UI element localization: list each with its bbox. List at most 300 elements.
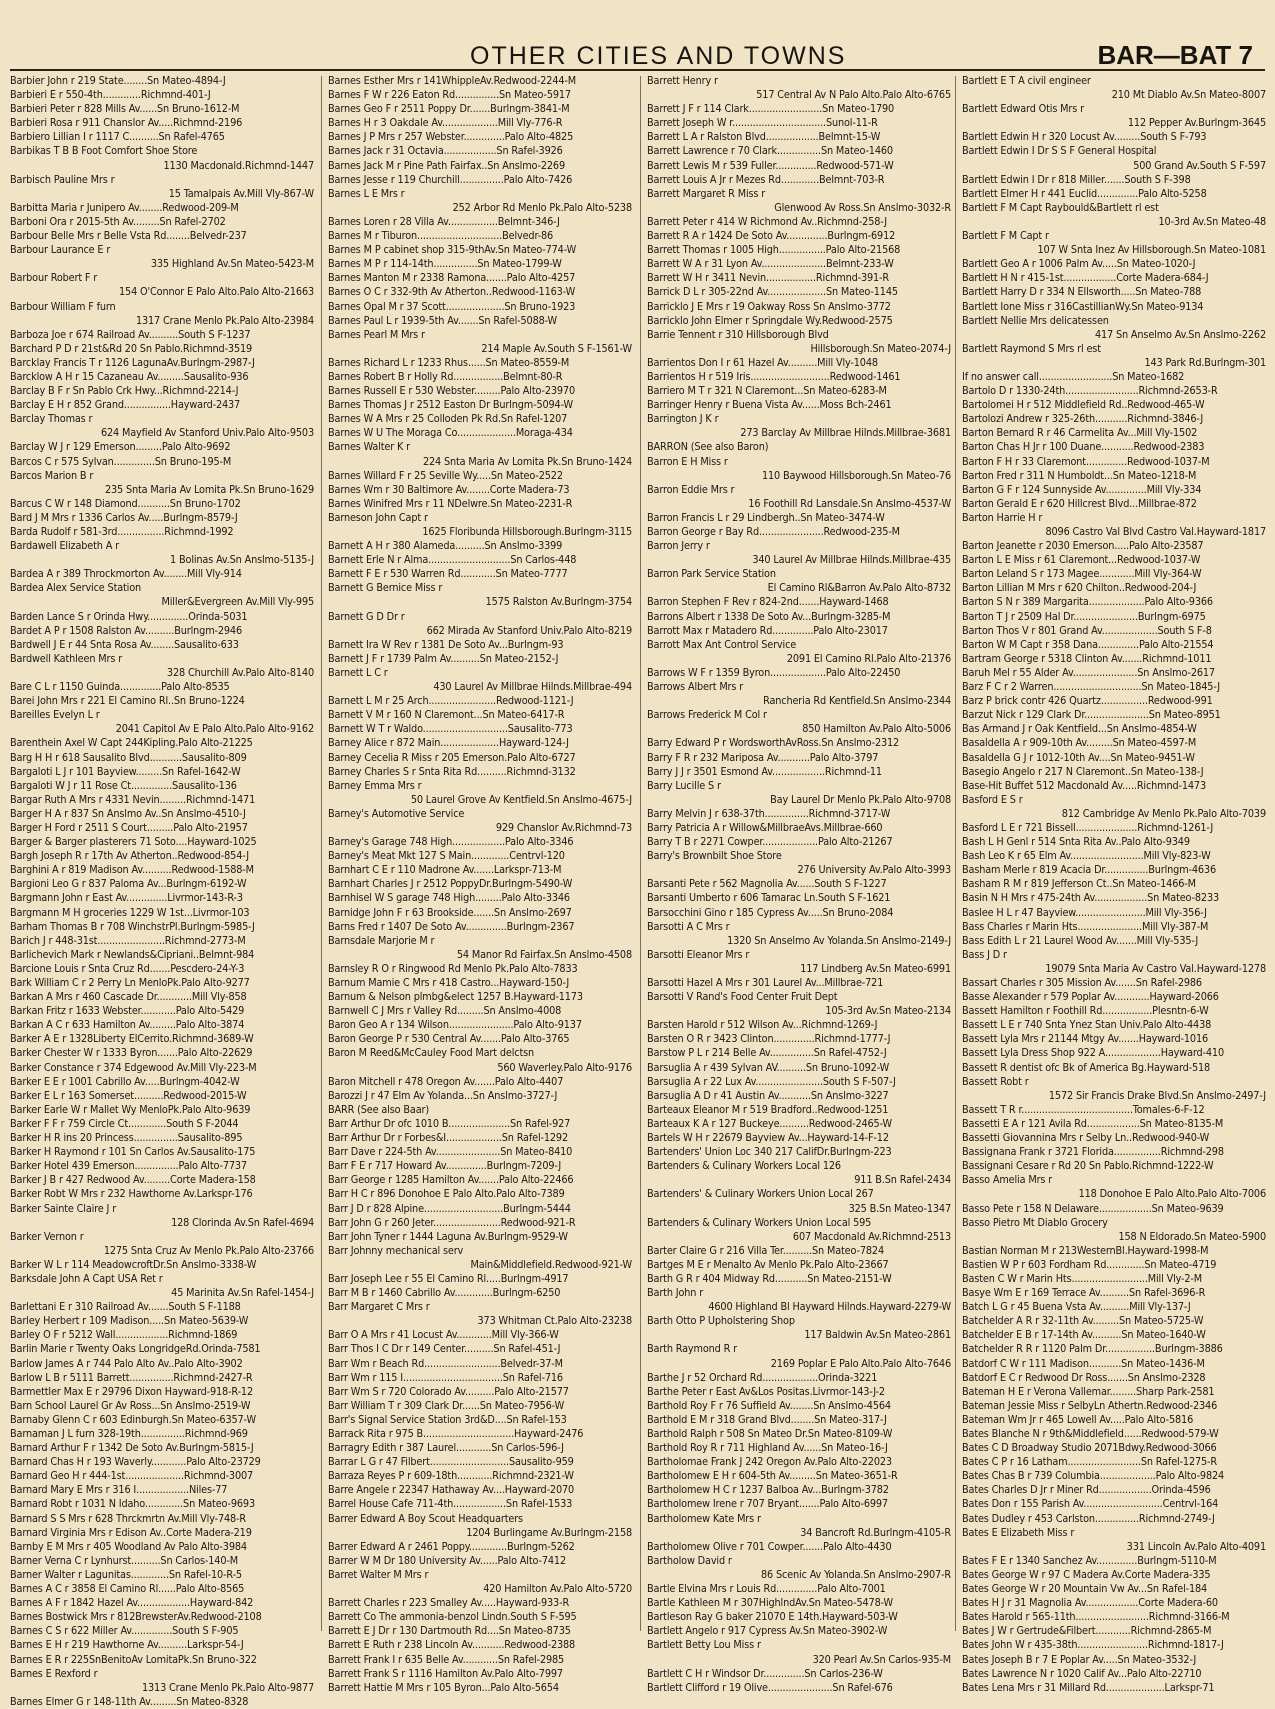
listing-line: Base-Hit Buffet 512 Macdonald Av.....Richmnd-1473 bbox=[962, 778, 1206, 792]
listing-line: Barn School Laurel Gr Av Ross...Sn Anslmo-2519-W bbox=[10, 1398, 251, 1412]
listing-line: Bartlett Edward Otis Mrs r bbox=[962, 102, 1084, 116]
listing-line: Barre Angele r 22347 Hathaway Av....Hayward-2070 bbox=[328, 1483, 575, 1497]
listing-line: Barrick D L r 305-22nd Av....................Sn Mateo-1145 bbox=[647, 285, 898, 299]
listing-line: Barnaman J L furn 328-19th...............Richmnd-969 bbox=[10, 1427, 248, 1440]
listing-line: Baruh Mel r 55 Alder Av......................Sn Anslmo-2617 bbox=[962, 665, 1215, 679]
listing-line: Barlin Marie r Twenty Oaks LongridgeRd.Orinda-7581 bbox=[10, 1342, 261, 1356]
listing-line: Barnes W U The Moraga Co....................Moraga-434 bbox=[328, 426, 573, 440]
header-rule bbox=[10, 69, 1265, 71]
listing-line: Bas Armand J r Oak Kentfield...Sn Anslmo-4854-W bbox=[962, 722, 1197, 736]
listing-line: Barker J B r 427 Redwood Av.........Corte Madera-158 bbox=[10, 1173, 256, 1187]
listing-line: Basin N H Mrs r 475-24th Av..................Sn Mateo-8233 bbox=[962, 891, 1220, 905]
listing-line: Bargh Joseph R r 17th Av Atherton..Redwood-854-J bbox=[10, 849, 249, 863]
listing-line: Barboni Ora r 2015-5th Av.........Sn Rafel-2702 bbox=[10, 214, 226, 228]
listing-line: Bates Dudley r 453 Carlston...............Richmnd-2749-J bbox=[962, 1511, 1215, 1525]
listing-line: Barmettler Max E r 29796 Dixon Hayward-918-R-12 bbox=[10, 1384, 253, 1398]
listing-line: 420 Hamilton Av.Palo Alto-5720 bbox=[483, 1582, 632, 1596]
listing-line: Bassetti E A r 121 Avila Rd..................Sn Mateo-8135-M bbox=[962, 1116, 1224, 1130]
listing-line: Barney Cecelia R Miss r 205 Emerson.Palo Alto-6727 bbox=[328, 750, 576, 764]
listing-line: Barbieri E r 550-4th.............Richmnd-401-J bbox=[10, 88, 211, 102]
listing-line: Barr F E r 717 Howard Av..............Burlngm-7209-J bbox=[328, 1159, 562, 1173]
listing-line: Bates Chas B r 739 Columbia...................Palo Alto-9824 bbox=[962, 1469, 1225, 1483]
listing-line: 1 Bolinas Av.Sn Anslmo-5135-J bbox=[170, 553, 314, 567]
listing-line: Barr John G r 260 Jeter.......................Redwood-921-R bbox=[328, 1215, 576, 1229]
listing-line: Bassett L E r 740 Snta Ynez Stan Univ.Palo Alto-4438 bbox=[962, 1018, 1212, 1032]
listing-line: 154 O'Connor E Palo Alto.Palo Alto-21663 bbox=[119, 285, 314, 299]
listing-line: Basye Wm E r 169 Terrace Av..........Sn Rafel-3696-R bbox=[962, 1286, 1206, 1300]
listing-line: Bassart Charles r 305 Mission Av.......Sn Rafel-2986 bbox=[962, 976, 1202, 989]
listing-line: Bartlett F M Capt Raybould&Bartlett rl est bbox=[962, 200, 1159, 214]
listing-line: Bass Charles r Marin Hts......................Mill Vly-387-M bbox=[962, 919, 1209, 933]
listing-line: Bates George W r 97 C Madera Av.Corte Madera-335 bbox=[962, 1567, 1211, 1581]
listing-line: Bartlett Angelo r 917 Cypress Av.Sn Mateo-3902-W bbox=[647, 1624, 888, 1638]
listing-line: 112 Pepper Av.Burlngm-3645 bbox=[1127, 116, 1266, 130]
listing-line: Bay Laurel Dr Menlo Pk.Palo Alto-9708 bbox=[770, 792, 951, 806]
listing-line: Bates George W r 20 Mountain Vw Av...Sn Rafel-184 bbox=[962, 1582, 1208, 1596]
listing-line: 373 Whitman Ct.Palo Alto-23238 bbox=[477, 1314, 632, 1328]
listing-line: Bartenders' & Culinary Workers Union Local 267 bbox=[647, 1187, 874, 1201]
listing-line: Barragry Edith r 387 Laurel............Sn Carlos-596-J bbox=[328, 1441, 564, 1455]
listing-line: Barnett F E r 530 Warren Rd............Sn Mateo-7777 bbox=[328, 567, 568, 581]
listing-line: Bassett Lyla Mrs r 21144 Mtgy Av.......Hayward-1016 bbox=[962, 1032, 1209, 1046]
listing-line: Bates Joseph B r 7 E Poplar Av.....Sn Mateo-3532-J bbox=[962, 1652, 1197, 1666]
listing-line: Barsocchini Gino r 185 Cypress Av.....Sn Bruno-2084 bbox=[647, 905, 894, 919]
column-divider bbox=[955, 76, 956, 1631]
listing-line: Batch L G r 45 Buena Vsta Av..........Mill Vly-137-J bbox=[962, 1300, 1191, 1314]
listing-line: 430 Laurel Av Millbrae Hilnds.Millbrae-494 bbox=[433, 680, 632, 694]
listing-line: Bardea A r 389 Throckmorton Av........Mill Vly-914 bbox=[10, 567, 242, 581]
listing-line: Barton Jeanette r 2030 Emerson.....Palo Alto-23587 bbox=[962, 539, 1204, 553]
listing-line: Bartlett Nellie Mrs delicatessen bbox=[962, 313, 1109, 327]
listing-line: Batchelder A R r 32-11th Av.........Sn Mateo-5725-W bbox=[962, 1314, 1204, 1328]
listing-line: 850 Hamilton Av.Palo Alto-5006 bbox=[802, 722, 951, 736]
listing-line: Barnett Erle N r Alma............................Sn Carlos-448 bbox=[328, 553, 577, 567]
listing-line: Barlow James A r 744 Palo Alto Av..Palo Alto-3902 bbox=[10, 1356, 243, 1370]
listing-line: Barton Gerald E r 620 Hillcrest Blvd...Millbrae-872 bbox=[962, 496, 1197, 510]
listing-line: Bardet A P r 1508 Ralston Av..........Burlngm-2946 bbox=[10, 623, 242, 637]
listing-line: Barham Thomas B r 708 WinchstrPl.Burlngm-5985-J bbox=[10, 919, 255, 933]
listing-line: Barich J r 448-31st.......................Richmnd-2773-M bbox=[10, 933, 246, 947]
listing-line: Basaldella G J r 1012-10th Av....Sn Mateo-9451-W bbox=[962, 750, 1195, 764]
listing-line: 340 Laurel Av Millbrae Hilnds.Millbrae-435 bbox=[752, 553, 951, 567]
listing-line: 1625 Floribunda Hillsborough.Burlngm-3115 bbox=[422, 525, 632, 538]
listing-line: Barkan Fritz r 1633 Webster............Palo Alto-5429 bbox=[10, 1004, 245, 1018]
listing-line: Barrack Rita r 975 B...............................Hayward-2476 bbox=[328, 1427, 584, 1440]
listing-line: Bartholomew H C r 1237 Balboa Av...Burlngm-3782 bbox=[647, 1483, 889, 1497]
listing-line: Barzut Nick r 129 Clark Dr......................Sn Mateo-8951 bbox=[962, 708, 1221, 722]
listing-line: Barbour Laurance E r bbox=[10, 243, 111, 257]
listing-line: Barnes Willard F r 25 Seville Wy.....Sn Mateo-2522 bbox=[328, 468, 563, 482]
listing-line: 500 Grand Av.South S F-597 bbox=[1133, 158, 1266, 172]
listing-line: 1204 Burlingame Av.Burlngm-2158 bbox=[466, 1525, 632, 1539]
listing-line: 10-3rd Av.Sn Mateo-48 bbox=[1158, 214, 1266, 228]
listing-line: Barnes Wm r 30 Baltimore Av........Corte Madera-73 bbox=[328, 482, 570, 496]
listing-line: 110 Baywood Hillsborough.Sn Mateo-76 bbox=[761, 468, 951, 482]
directory-column-3 bbox=[647, 74, 951, 1695]
listing-line: 54 Manor Rd Fairfax.Sn Anslmo-4508 bbox=[456, 947, 632, 961]
listing-line: Barnes M P r 114-14th...............Sn Mateo-1799-W bbox=[328, 257, 562, 271]
listing-line: Bass J D r bbox=[962, 947, 1007, 961]
listing-line: 911 B.Sn Rafel-2434 bbox=[854, 1173, 951, 1187]
listing-line: Basso Amelia Mrs r bbox=[962, 1173, 1053, 1187]
listing-line: Barry's Brownbilt Shoe Store bbox=[647, 849, 782, 863]
listing-line: Barozzi J r 47 Elm Av Yolanda...Sn Anslmo-3727-J bbox=[328, 1088, 558, 1102]
listing-line: Barney Charles S r Snta Rita Rd..........Richmnd-3132 bbox=[328, 764, 576, 778]
listing-line: 15 Tamalpais Av.Mill Vly-867-W bbox=[168, 186, 314, 200]
listing-line: Barsotti Hazel A Mrs r 301 Laurel Av...Millbrae-721 bbox=[647, 976, 884, 989]
listing-line: Barnsley R O r Ringwood Rd Menlo Pk.Palo Alto-7833 bbox=[328, 961, 578, 975]
listing-line: Barbour Robert F r bbox=[10, 271, 98, 285]
listing-line: Barner Verna C r Lynhurst..........Sn Carlos-140-M bbox=[10, 1553, 238, 1567]
listing-line: Bareilles Evelyn L r bbox=[10, 708, 100, 722]
listing-line: Barr William T r 309 Clark Dr......Sn Mateo-7956-W bbox=[328, 1398, 565, 1412]
listing-line: Barrer Edward A Boy Scout Headquarters bbox=[328, 1511, 523, 1525]
listing-line: Barsotti V Rand's Food Center Fruit Dept bbox=[647, 990, 838, 1004]
listing-line: Barr O A Mrs r 41 Locust Av............Mill Vly-366-W bbox=[328, 1328, 559, 1342]
listing-line: Bateman Wm Jr r 465 Lowell Av.....Palo Alto-5816 bbox=[962, 1412, 1194, 1426]
listing-line: Baron Geo A r 134 Wilson......................Palo Alto-9137 bbox=[328, 1018, 582, 1032]
listing-line: Basham R M r 819 Jefferson Ct..Sn Mateo-1466-M bbox=[962, 877, 1196, 891]
listing-line: Barnes Elmer G r 148-11th Av.........Sn Mateo-8328 bbox=[10, 1694, 249, 1708]
listing-line: Barnett G D Dr r bbox=[328, 609, 405, 623]
listing-line: Barrott Max Ant Control Service bbox=[647, 637, 797, 651]
listing-line: Barthe Peter r East Av&Los Positas.Livrmor-143-J-2 bbox=[647, 1384, 885, 1398]
listing-line: Barrows Albert Mrs r bbox=[647, 680, 744, 694]
listing-line: Barley Herbert r 109 Madison.....Sn Mateo-5639-W bbox=[10, 1314, 249, 1328]
listing-line: Barcione Louis r Snta Cruz Rd.......Pescdero-24-Y-3 bbox=[10, 961, 245, 975]
listing-line: Barger H A r 837 Sn Anslmo Av..Sn Anslmo-4510-J bbox=[10, 806, 246, 820]
listing-line: Barz P brick contr 426 Quartz................Redwood-991 bbox=[962, 694, 1213, 708]
listing-line: Barbier John r 219 State........Sn Mateo-4894-J bbox=[10, 74, 226, 87]
listing-line: Barthold Roy R r 711 Highland Av......Sn Mateo-16-J bbox=[647, 1441, 888, 1455]
listing-line: Barnes Thomas J r 2512 Easton Dr Burlngm-5094-W bbox=[328, 398, 573, 412]
listing-line: Barcklow A H r 15 Cazaneau Av.........Sausalito-936 bbox=[10, 369, 249, 383]
listing-line: Barrows W F r 1359 Byron...................Palo Alto-22450 bbox=[647, 665, 901, 679]
listing-line: Baron George P r 530 Central Av.......Palo Alto-3765 bbox=[328, 1032, 570, 1046]
listing-line: Barthe J r 52 Orchard Rd...................Orinda-3221 bbox=[647, 1370, 878, 1384]
listing-line: Barton T J r 2509 Hal Dr......................Burlngm-6975 bbox=[962, 609, 1206, 623]
listing-line: Barr Wm S r 720 Colorado Av..........Palo Alto-21577 bbox=[328, 1384, 569, 1398]
listing-line: Barton Leland S r 173 Magee............Mill Vly-364-W bbox=[962, 567, 1202, 581]
listing-line: Barth Raymond R r bbox=[647, 1342, 737, 1356]
listing-line: Barbour William F furn bbox=[10, 299, 116, 313]
listing-line: Barcos Marion B r bbox=[10, 468, 94, 482]
listing-line: Bartlett Ione Miss r 316CastillianWy.Sn Mateo-9134 bbox=[962, 299, 1204, 313]
listing-line: Barrett Lewis M r 539 Fuller..............Redwood-571-W bbox=[647, 158, 894, 172]
listing-line: Bartle Elvina Mrs r Louis Rd..............Palo Alto-7001 bbox=[647, 1582, 886, 1596]
listing-line: Bassignani Cesare r Rd 20 Sn Pablo.Richmnd-1222-W bbox=[962, 1159, 1214, 1173]
listing-line: 335 Highland Av.Sn Mateo-5423-M bbox=[150, 257, 314, 271]
listing-line: Batchelder E B r 17-14th Av..........Sn Mateo-1640-W bbox=[962, 1328, 1206, 1342]
listing-line: Bateman H E r Verona Vallemar.........Sharp Park-2581 bbox=[962, 1384, 1215, 1398]
listing-line: Barrett Frank I r 635 Belle Av............Sn Rafel-2985 bbox=[328, 1652, 565, 1666]
listing-line: Barsotti A C Mrs r bbox=[647, 919, 730, 933]
listing-line: Barker H Raymond r 101 Sn Carlos Av.Sausalito-175 bbox=[10, 1145, 256, 1159]
listing-line: Barnard S S Mrs r 628 Thrckmrtn Av.Mill Vly-748-R bbox=[10, 1511, 247, 1525]
listing-line: Barnett L C r bbox=[328, 665, 388, 679]
listing-line: Bartlett Edwin I Dr S S F General Hospital bbox=[962, 144, 1157, 158]
listing-line: Barnes Opal M r 37 Scott....................Sn Bruno-1923 bbox=[328, 299, 576, 313]
listing-line: Barnum Mamie C Mrs r 418 Castro...Hayward-150-J bbox=[328, 976, 570, 989]
listing-line: Barriero M T r 321 N Claremont...Sn Mateo-6283-M bbox=[647, 384, 887, 398]
listing-line: Barr John Tyner r 1444 Laguna Av.Burlngm-9529-W bbox=[328, 1229, 568, 1243]
listing-line: Barth John r bbox=[647, 1286, 704, 1300]
listing-line: Bartels W H r 22679 Bayview Av...Hayward-14-F-12 bbox=[647, 1131, 889, 1145]
listing-line: Barney Alice r 872 Main....................Hayward-124-J bbox=[328, 736, 569, 750]
listing-line: Barton Bernard R r 46 Carmelita Av...Mill Vly-1502 bbox=[962, 426, 1198, 440]
listing-line: Barbiero Lillian I r 1117 C..........Sn Rafel-4765 bbox=[10, 130, 225, 144]
listing-line: Basford L E r 721 Bissell.....................Richmnd-1261-J bbox=[962, 820, 1214, 834]
listing-line: Barnes Jack r 31 Octavia..................Sn Rafel-3926 bbox=[328, 144, 563, 158]
listing-line: Basten C W r Marin Hts..........................Mill Vly-2-M bbox=[962, 1271, 1202, 1285]
listing-line: Barron Francis L r 29 Lindbergh..Sn Mateo-3474-W bbox=[647, 510, 885, 524]
listing-line: Barricklo John Elmer r Springdale Wy.Redwood-2575 bbox=[647, 313, 893, 327]
listing-line: 1130 Macdonald.Richmnd-1447 bbox=[163, 158, 314, 172]
listing-line: Barrer Edward A r 2461 Poppy.............Burlngm-5262 bbox=[328, 1539, 575, 1553]
listing-line: Barley O F r 5212 Wall..................Richmnd-1869 bbox=[10, 1328, 238, 1342]
listing-line: Barnes A F r 1842 Hazel Av..................Hayward-842 bbox=[10, 1596, 254, 1610]
listing-line: 1275 Snta Cruz Av Menlo Pk.Palo Alto-23766 bbox=[103, 1243, 314, 1257]
listing-line: Barbieri Rosa r 911 Chanslor Av.....Richmnd-2196 bbox=[10, 116, 243, 130]
listing-line: Barrott Max r Matadero Rd..............Palo Alto-23017 bbox=[647, 623, 888, 637]
listing-line: 16 Foothill Rd Lansdale.Sn Anslmo-4537-W bbox=[748, 496, 951, 510]
listing-line: Barton Chas H Jr r 100 Duane...........Redwood-2383 bbox=[962, 440, 1205, 454]
listing-line: Barnaby Glenn C r 603 Edinburgh.Sn Mateo-6357-W bbox=[10, 1412, 256, 1426]
listing-line: Barrett Margaret R Miss r bbox=[647, 186, 766, 200]
listing-line: Barton Fred r 311 N Humboldt...Sn Mateo-1218-M bbox=[962, 468, 1197, 482]
listing-line: Barrett Henry r bbox=[647, 74, 718, 87]
page-title: OTHER CITIES AND TOWNS bbox=[470, 42, 847, 70]
listing-line: 607 Macdonald Av.Richmnd-2513 bbox=[792, 1229, 951, 1243]
listing-line: 417 Sn Anselmo Av.Sn Anslmo-2262 bbox=[1094, 327, 1266, 341]
listing-line: Barrows Frederick M Col r bbox=[647, 708, 767, 722]
listing-line: Barlichevich Mark r Newlands&Cipriani..Belmnt-984 bbox=[10, 947, 255, 961]
listing-line: Bates C D Broadway Studio 2071Bdwy.Redwood-3066 bbox=[962, 1441, 1217, 1455]
listing-line: Batdorf E C r Redwood Dr Ross.......Sn Anslmo-2328 bbox=[962, 1370, 1206, 1384]
listing-line: 4600 Highland Bl Hayward Hilnds.Hayward-2279-W bbox=[708, 1300, 951, 1314]
listing-line: Barnes A C r 3858 El Camino Rl......Palo Alto-8565 bbox=[10, 1582, 245, 1596]
listing-line: Barbitta Maria r Junipero Av........Redwood-209-M bbox=[10, 200, 239, 214]
listing-line: Barsuglia A r 439 Sylvan AV..........Sn Bruno-1092-W bbox=[647, 1060, 890, 1074]
listing-line: Barraza Reyes P r 609-18th............Richmnd-2321-W bbox=[328, 1469, 574, 1483]
listing-line: Main&Middlefield.Redwood-921-W bbox=[470, 1257, 632, 1271]
listing-line: 328 Churchill Av.Palo Alto-8140 bbox=[166, 665, 314, 679]
listing-line: Bates Charles D Jr r Miner Rd..................Orinda-4596 bbox=[962, 1483, 1211, 1497]
column-divider bbox=[640, 76, 641, 1631]
listing-line: Bartholow David r bbox=[647, 1553, 732, 1567]
listing-line: Barkan A Mrs r 460 Cascade Dr............Mill Vly-858 bbox=[10, 990, 247, 1004]
listing-line: Barnett W T r Waldo.............................Sausalito-773 bbox=[328, 722, 573, 736]
listing-line: Basse Alexander r 579 Poplar Av............Hayward-2066 bbox=[962, 990, 1219, 1004]
listing-line: Barghini A r 819 Madison Av..........Redwood-1588-M bbox=[10, 863, 254, 877]
listing-line: Bartlett Betty Lou Miss r bbox=[647, 1638, 761, 1652]
listing-line: Bates Harold r 565-11th.........................Richmnd-3166-M bbox=[962, 1610, 1230, 1624]
listing-line: Barden Lance S r Orinda Hwy..............Orinda-5031 bbox=[10, 609, 248, 623]
listing-line: 224 Snta Maria Av Lomita Pk.Sn Bruno-1424 bbox=[422, 454, 632, 468]
listing-line: Barnes W A Mrs r 25 Colloden Pk Rd.Sn Rafel-1207 bbox=[328, 412, 568, 426]
listing-line: Barnard Arthur F r 1342 De Soto Av.Burlngm-5815-J bbox=[10, 1441, 254, 1455]
listing-line: Barr J D r 828 Alpine...........................Burlngm-5444 bbox=[328, 1201, 571, 1215]
listing-line: 2091 El Camino Rl.Palo Alto-21376 bbox=[786, 651, 951, 665]
listing-line: Barnett V M r 160 N Claremont...Sn Mateo-6417-R bbox=[328, 708, 565, 722]
listing-line: Barrett J F r 114 Clark.........................Sn Mateo-1790 bbox=[647, 102, 895, 116]
listing-line: Barron Jerry r bbox=[647, 539, 710, 553]
listing-line: 34 Bancroft Rd.Burlngm-4105-R bbox=[800, 1525, 951, 1539]
listing-line: Barnes Jack M r Pine Path Fairfax..Sn Anslmo-2269 bbox=[328, 158, 565, 172]
listing-line: Barry Melvin J r 638-37th...............Richmnd-3717-W bbox=[647, 806, 891, 820]
listing-line: Barneson John Capt r bbox=[328, 510, 428, 524]
listing-line: Bartlett Edwin I Dr r 818 Miller.......South S F-398 bbox=[962, 172, 1191, 186]
listing-line: Bartlett F M Capt r bbox=[962, 229, 1049, 243]
listing-line: Bartholomae Frank J 242 Oregon Av.Palo Alto-22023 bbox=[647, 1455, 892, 1469]
listing-line: Barry F R r 232 Mariposa Av...........Palo Alto-3797 bbox=[647, 750, 879, 764]
listing-line: Baron M Reed&McCauley Food Mart delctsn bbox=[328, 1046, 535, 1060]
listing-line: 2169 Poplar E Palo Alto.Palo Alto-7646 bbox=[770, 1356, 951, 1370]
listing-line: Barlettani E r 310 Railroad Av.......South S F-1188 bbox=[10, 1300, 241, 1314]
listing-line: Barnes O C r 332-9th Av Atherton..Redwood-1163-W bbox=[328, 285, 576, 299]
listing-line: Bass Edith L r 21 Laurel Wood Av.......Mill Vly-535-J bbox=[962, 933, 1199, 947]
listing-line: 1313 Crane Menlo Pk.Palo Alto-9877 bbox=[141, 1680, 314, 1694]
listing-line: Barton S N r 389 Margarita...................Palo Alto-9366 bbox=[962, 595, 1213, 609]
listing-line: Barrel House Cafe 711-4th..................Sn Rafel-1533 bbox=[328, 1497, 573, 1511]
listing-line: Bates John W r 435-38th........................Richmnd-1817-J bbox=[962, 1638, 1224, 1652]
listing-line: Bassignana Frank r 3721 Florida................Richmnd-298 bbox=[962, 1145, 1224, 1159]
listing-line: Bartenders & Culinary Workers Local 126 bbox=[647, 1159, 841, 1173]
listing-line: Barrientos Don I r 61 Hazel Av..........Mill Vly-1048 bbox=[647, 355, 878, 369]
listing-line: 8096 Castro Val Blvd Castro Val.Hayward-1817 bbox=[1045, 525, 1266, 538]
listing-line: Barker E E r 1001 Cabrillo Av.....Burlngm-4042-W bbox=[10, 1074, 240, 1088]
listing-line: Bates J W r Gertrude&Filbert............Richmnd-2865-M bbox=[962, 1624, 1212, 1638]
listing-line: Baron Mitchell r 478 Oregon Av.......Palo Alto-4407 bbox=[328, 1074, 564, 1088]
listing-line: Barr M B r 1460 Cabrillo Av.............Burlngm-6250 bbox=[328, 1286, 561, 1300]
listing-line: Barnsdale Marjorie M r bbox=[328, 933, 435, 947]
listing-line: Barrett Charles r 223 Smalley Av.....Hayward-933-R bbox=[328, 1596, 570, 1610]
listing-line: Basham Merle r 819 Acacia Dr...............Burlngm-4636 bbox=[962, 863, 1216, 877]
listing-line: Barth Otto P Upholstering Shop bbox=[647, 1314, 795, 1328]
listing-line: Barner Walter r Lagunitas.............Sn Rafel-10-R-5 bbox=[10, 1567, 242, 1581]
listing-line: 86 Scenic Av Yolanda.Sn Anslmo-2907-R bbox=[760, 1567, 951, 1581]
listing-line: Barron Eddie Mrs r bbox=[647, 482, 735, 496]
listing-line: Barrar L G r 47 Filbert...........................Sausalito-959 bbox=[328, 1455, 574, 1469]
listing-line: Barnett L M r 25 Arch.......................Redwood-1121-J bbox=[328, 694, 574, 708]
listing-line: Barron Park Service Station bbox=[647, 567, 776, 581]
listing-line: 252 Arbor Rd Menlo Pk.Palo Alto-5238 bbox=[452, 200, 632, 214]
directory-column-2 bbox=[328, 74, 632, 1695]
page-range-and-number: BAR—BAT 7 bbox=[1097, 40, 1253, 70]
listing-line: Bartlett Harry D r 334 N Ellsworth.....Sn Mateo-788 bbox=[962, 285, 1202, 299]
listing-line: Bastian Norman M r 213WesternBl.Hayward-1998-M bbox=[962, 1243, 1209, 1257]
listing-line: Barnes Geo F r 2511 Poppy Dr.......Burlngm-3841-M bbox=[328, 102, 570, 116]
listing-line: Barnard Chas H r 193 Waverly............Palo Alto-23729 bbox=[10, 1455, 261, 1469]
listing-line: 624 Mayfield Av Stanford Univ.Palo Alto-9503 bbox=[100, 426, 314, 440]
listing-line: Barnes Russell E r 530 Webster.........Palo Alto-23970 bbox=[328, 384, 575, 398]
listing-line: Barrientos H r 519 Iris...........................Redwood-1461 bbox=[647, 369, 901, 383]
listing-line: Barret Walter M Mrs r bbox=[328, 1567, 429, 1581]
listing-line: Barnhart Charles J r 2512 PoppyDr.Burlngm-5490-W bbox=[328, 877, 573, 891]
listing-line: Bark William C r 2 Perry Ln MenloPk.Palo Alto-9277 bbox=[10, 976, 250, 989]
listing-line: Barksdale John A Capt USA Ret r bbox=[10, 1271, 163, 1285]
listing-line: Bartle Kathleen M r 307HighlndAv.Sn Mateo-5478-W bbox=[647, 1596, 893, 1610]
listing-line: Bartholomew E H r 604-5th Av.........Sn Mateo-3651-R bbox=[647, 1469, 898, 1483]
listing-line: 1572 Sir Francis Drake Blvd.Sn Anslmo-2497-J bbox=[1048, 1088, 1266, 1102]
listing-line: Basegio Angelo r 217 N Claremont..Sn Mateo-138-J bbox=[962, 764, 1204, 778]
listing-line: Barrett R A r 1424 De Soto Av..............Burlngm-6912 bbox=[647, 229, 896, 243]
listing-line: Bardwell J E r 44 Snta Rosa Av........Sausalito-633 bbox=[10, 637, 239, 651]
listing-line: 128 Clorinda Av.Sn Rafel-4694 bbox=[171, 1215, 314, 1229]
listing-line: Glenwood Av Ross.Sn Anslmo-3032-R bbox=[774, 200, 951, 214]
listing-line: Barnwell C J Mrs r Valley Rd.........Sn Anslmo-4008 bbox=[328, 1004, 562, 1018]
listing-line: Barthold Roy F r 76 Suffield Av........Sn Anslmo-4564 bbox=[647, 1398, 891, 1412]
listing-line: Basford E S r bbox=[962, 792, 1023, 806]
listing-line: Barrie Tennent r 310 Hillsborough Blvd bbox=[647, 327, 829, 341]
listing-line: Barnes E R r 225SnBenitoAv LomitaPk.Sn Bruno-322 bbox=[10, 1652, 257, 1666]
listing-line: 105-3rd Av.Sn Mateo-2134 bbox=[825, 1004, 951, 1018]
listing-line: Barry Patricia A r Willow&MillbraeAvs.Millbrae-660 bbox=[647, 820, 883, 834]
listing-line: Barton Harrie H r bbox=[962, 510, 1043, 524]
listing-line: 929 Chanslor Av.Richmnd-73 bbox=[495, 820, 632, 834]
listing-line: Barron Stephen F Rev r 824-2nd.......Hayward-1468 bbox=[647, 595, 889, 609]
listing-line: Barkan A C r 633 Hamilton Av.........Palo Alto-3874 bbox=[10, 1018, 245, 1032]
listing-line: Barry J J r 3501 Esmond Av..................Richmnd-11 bbox=[647, 764, 882, 778]
listing-line: Barnes Esther Mrs r 141WhippleAv.Redwood-2244-M bbox=[328, 74, 576, 87]
listing-line: Bartges M E r Menalto Av Menlo Pk.Palo Alto-23667 bbox=[647, 1257, 889, 1271]
listing-line: Barnes F W r 226 Eaton Rd...............Sn Mateo-5917 bbox=[328, 88, 571, 102]
listing-line: Barnes Manton M r 2338 Ramona.......Palo Alto-4257 bbox=[328, 271, 576, 285]
listing-line: Bates E Elizabeth Miss r bbox=[962, 1525, 1075, 1539]
listing-line: Barnes Richard L r 1233 Rhus......Sn Mateo-8559-M bbox=[328, 355, 570, 369]
listing-line: Baslee H L r 47 Bayview........................Mill Vly-356-J bbox=[962, 905, 1207, 919]
listing-line: Barr Dave r 224-5th Av......................Sn Mateo-8410 bbox=[328, 1145, 573, 1159]
listing-line: Barbisch Pauline Mrs r bbox=[10, 172, 115, 186]
listing-line: 50 Laurel Grove Av Kentfield.Sn Anslmo-4675-J bbox=[410, 792, 632, 806]
listing-line: Barthold Ralph r 508 Sn Mateo Dr.Sn Mateo-8109-W bbox=[647, 1427, 893, 1440]
listing-line: Barton F H r 33 Claremont..............Redwood-1037-M bbox=[962, 454, 1210, 468]
listing-line: Barclay E H r 852 Grand................Hayward-2437 bbox=[10, 398, 241, 412]
listing-line: Barker Robt W Mrs r 232 Hawthorne Av.Larkspr-176 bbox=[10, 1187, 253, 1201]
listing-line: Barr Wm r Beach Rd..........................Belvedr-37-M bbox=[328, 1356, 563, 1370]
listing-line: Barton Lillian M Mrs r 620 Chilton..Redwood-204-J bbox=[962, 581, 1197, 595]
listing-line: Barthold E M r 318 Grand Blvd........Sn Mateo-317-J bbox=[647, 1412, 887, 1426]
listing-line: Barlow L B r 5111 Barrett...............Richmnd-2427-R bbox=[10, 1370, 253, 1384]
listing-line: Bard J M Mrs r 1336 Carlos Av.....Burlngm-8579-J bbox=[10, 510, 238, 524]
listing-line: Bates F E r 1340 Sanchez Av..............Burlngm-5110-M bbox=[962, 1553, 1217, 1567]
listing-line: Bartlett Elmer H r 441 Euclid..............Palo Alto-5258 bbox=[962, 186, 1207, 200]
listing-line: Barsuglia A D r 41 Austin Av...........Sn Anslmo-3227 bbox=[647, 1088, 889, 1102]
listing-line: Barboza Joe r 674 Railroad Av..........South S F-1237 bbox=[10, 327, 251, 341]
listing-line: Bare C L r 1150 Guinda..............Palo Alto-8535 bbox=[10, 680, 230, 694]
listing-line: BARR (See also Baar) bbox=[328, 1102, 429, 1116]
listing-line: Barger H Ford r 2511 S Court.........Palo Alto-21957 bbox=[10, 820, 248, 834]
listing-line: Barteaux Eleanor M r 519 Bradford..Redwood-1251 bbox=[647, 1102, 889, 1116]
listing-line: 1320 Sn Anselmo Av Yolanda.Sn Anslmo-2149-J bbox=[727, 933, 951, 947]
listing-line: Barnby E M Mrs r 405 Woodland Av Palo Alto-3984 bbox=[10, 1539, 247, 1553]
listing-line: Barr George r 1285 Hamilton Av.......Palo Alto-22466 bbox=[328, 1173, 574, 1187]
listing-line: Barclay Thomas r bbox=[10, 412, 93, 426]
listing-line: Barnes Walter K r bbox=[328, 440, 411, 454]
listing-line: Barnes Bostwick Mrs r 812BrewsterAv.Redwood-2108 bbox=[10, 1610, 262, 1624]
listing-line: Barker F F r 759 Circle Ct.............South S F-2044 bbox=[10, 1116, 239, 1130]
listing-line: Barrett E Ruth r 238 Lincoln Av...........Redwood-2388 bbox=[328, 1638, 576, 1652]
listing-line: Barcus C W r 148 Diamond...........Sn Bruno-1702 bbox=[10, 496, 241, 510]
listing-line: Bassett R dentist ofc Bk of America Bg.Hayward-518 bbox=[962, 1060, 1211, 1074]
listing-line: Barnes Winifred Mrs r 11 NDelwre.Sn Mateo-2231-R bbox=[328, 496, 573, 510]
listing-line: Barnes Robert B r Holly Rd.................Belmnt-80-R bbox=[328, 369, 563, 383]
listing-line: Bastien W P r 603 Fordham Rd.............Sn Mateo-4719 bbox=[962, 1257, 1217, 1271]
listing-line: Barr's Signal Service Station 3rd&D....Sn Rafel-153 bbox=[328, 1412, 567, 1426]
listing-line: Barrett Peter r 414 W Richmond Av..Richmnd-258-J bbox=[647, 214, 887, 228]
listing-line: Barton W M Capt r 358 Dana..............Palo Alto-21554 bbox=[962, 637, 1214, 651]
listing-line: Hillsborough.Sn Mateo-2074-J bbox=[810, 341, 951, 355]
